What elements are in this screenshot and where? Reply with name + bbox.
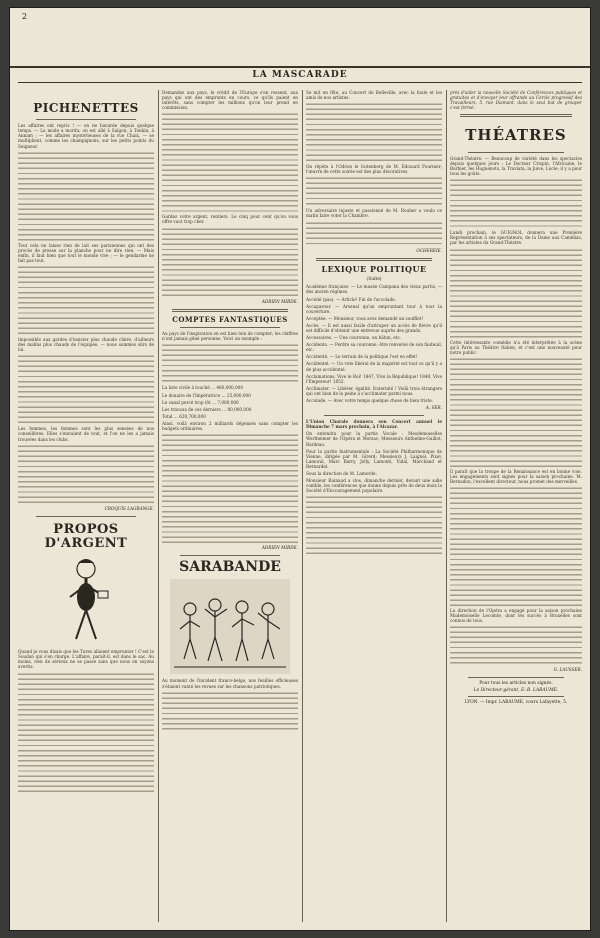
article-paragraph: Lundi prochain, le GUIGNOL donnera une Première Représentation à ses spectateurs, de la Dame aux Camélias, par les artistes du Grand-Théatre. [450, 230, 582, 246]
masthead-title: LA MASCARADE [252, 70, 348, 80]
article-paragraph: Gardez votre argent, rentiers. Le cinq pour cent qu'on vous offre vaut trop cher. [162, 214, 298, 225]
sarabande-illustration [170, 579, 290, 674]
article-paragraph: La direction de l'Opéra a engagé pour la saison prochaine Mademoiselle Lecomte, dont les succès à Bruxelles sont connus de tous. [450, 608, 582, 624]
heading-rule [468, 152, 564, 153]
article-paragraph: On répète à l'Odéon le Gutenberg de M. Édouard Fournier; l'œuvre de cette soirée est des plus décoratives. [306, 164, 442, 175]
lexicon-entry: Accidentel. — Un vote libéral de la majorité est tout ce qu'il y a de plus accidentel. [306, 361, 442, 372]
heading-lexique-politique: LEXIQUE POLITIQUE [321, 263, 427, 274]
caricature-figure [18, 555, 154, 645]
article-paragraph: Les femmes, les femmes sont les plus sensées de nos conseillères. Elles s'ennuient de tout, et l'on ne les a jamais trouvées dans les clubs. [18, 426, 154, 442]
article-paragraph: Un adversaire injuste et passionné de M. Rouher a voulu ce matin faire voter la Chambre. [306, 208, 442, 219]
heading-propos-dargent: PROPOS D'ARGENT [44, 521, 128, 551]
article-paragraph: Demandez aux pays, le crédit de l'Europe s'en ressent, aux pays qui ont des emprunts en cours, ce qu'ils paient en intérêts, sans compter les millions qu'on leur prend en commission. [162, 90, 298, 111]
ledger-row: Total ... 620,700,000 [162, 413, 206, 419]
article-paragraph: Se mit en fête, au Concert de Belleville, avec la foule et les amis de nos artistes. [306, 90, 442, 101]
ledger-row: Le douaire de l'Impératrice ... 25,000,000 [162, 392, 251, 398]
lexicon-entry: Accès. — Il est aussi facile d'attraper un accès de fièvre qu'il est difficile d'obtenir une entrevue auprès des grands. [306, 322, 442, 334]
article-text-block [162, 433, 298, 543]
footer-printer: LYON. — Impr. LABAUME, cours Lafayette, 5. [464, 700, 568, 706]
article-paragraph: Monsieur Rainaud a clos, dimanche dernier, devant une salle comble, les conférences que donne depuis près de deux mois la Société d'Encouragement populaire. [306, 478, 442, 494]
article-text-block [450, 357, 582, 467]
sarabande-figure [162, 579, 298, 674]
article-paragraph: Au pays de l'inspiration on est bien loin de compter; les chiffres n'ont jamais gêné personne. Voici un exemple : [162, 331, 298, 342]
article-text-block [450, 625, 582, 665]
column-1 [18, 90, 154, 922]
ledger-row: Les travaux de ces derniers ... 80,000,000 [162, 406, 252, 412]
article-paragraph: Tout cela ne laisse rien de lait ses parisiennes qui ont des procès de presse sur la planche pour ne dire rien. — Mais enfin, il faut bien que tout le monde vive ; — le gendarme ne fait pas tout. [18, 242, 154, 263]
lexicon-entry: Accidenté. — Le terrain de la politique l'est en effet! [306, 354, 418, 360]
column-divider [158, 90, 159, 922]
signature: ADRIEN MIRDE. [261, 545, 298, 551]
lexicon-list [306, 284, 442, 403]
article-paragraph: On entendra pour la partie Vocale : Mesdemoiselles Wertheimer de l'Opéra et Morsac; Messieurs Anthelme-Guillot, Bardeau. [306, 431, 442, 447]
section-rule [36, 516, 136, 517]
section-rule [468, 696, 564, 697]
subheading-suite: (Suite) [366, 277, 382, 283]
article-paragraph: Cette intéressante comédie n'a été interprétée à la scène qu'à Paris au Théâtre Italien, et c'est une nouveauté pour notre public. [450, 339, 582, 355]
ledger-row: La liste civile à touché ... 480,000,000 [162, 385, 244, 391]
column-divider [302, 90, 303, 922]
lexicon-entry: Acceptée. — Monsieur, vous avez demandé un soufflet! [306, 315, 424, 321]
ledger-row: Le canal percé trop tôt ... 7,000,000 [162, 399, 239, 405]
column-3 [306, 90, 442, 922]
article-paragraph: Impossible aux gardes d'insister plus chaude chère, d'ailleurs des malins plus chauds de l'équipée, — nous sommes sûrs de lui. [18, 337, 154, 353]
article-paragraph: Pour la partie Instrumentale : La Société Philharmonique de Vienne, dirigée par M. Girerd; Messieurs J. Laignel, Pixel, Lamoral, Marc Barry, Jolly, Lamonti, Vidal, Marchand et Bernardel. [306, 448, 442, 469]
footer-note: Pour tous les articles non signés. [479, 681, 553, 687]
heading-pichenettes: PICHENETTES [33, 101, 139, 115]
article-paragraph: Il paraît que la troupe de la Renaissance est en bonne voie. Les engagements sont signés pour la saison prochaine. M. Bernadon, l'excellent directeur, nous promet des merveilles. [450, 468, 582, 484]
article-text-block [450, 178, 582, 228]
section-rule [468, 677, 564, 678]
column-4 [450, 90, 582, 922]
column-2 [162, 90, 298, 922]
heading-theatres: THÉATRES [465, 126, 567, 145]
article-paragraph: Les affaires ont repris ! — on ne bavarde depuis quelque temps. — La mode a mordu; on est allé à Saïgon, à Tonkin, à Annam ; — les affaires mystérieuses de la rue Chaix, — se multiplient, comme les champignons, sur les petits points du Seigneur. [18, 123, 154, 149]
article-text-block [18, 444, 154, 504]
announcement-heading: L'Union Chorale donnera son Concert annuel le Dimanche 7 mars prochain, à l'Alcazar. [306, 419, 442, 430]
caricature-illustration [56, 555, 116, 645]
section-rule [324, 415, 424, 416]
article-text-block [306, 221, 442, 246]
signature: CROQUIS LAGRANGE. [104, 505, 154, 511]
lexicon-entry: Accolade. — Avec votre temps quelque chose de bien triste. [306, 398, 434, 404]
column-divider [446, 90, 447, 922]
lexicon-entry: Acclimater. — Libérer, égalité, fraternité ! Voilà trois étrangers qui ont bien de la peine à s'acclimater parmi nous. [306, 385, 442, 396]
lexicon-entry: Accidents. — Perdre sa couronne, être renversé de son fauteuil, etc. [306, 342, 442, 353]
article-text-block [450, 486, 582, 606]
heading-rule [180, 327, 280, 328]
article-text-block [450, 248, 582, 338]
lexicon-entry: Acclamations. Vive le Roi! 1847, Vive la République! 1848, Vive l'Empereur! 1852. [306, 373, 442, 384]
masthead-rule [18, 82, 582, 83]
article-text-block [18, 354, 154, 424]
article-text-block [18, 151, 154, 241]
signature: G. LAUSSER. [553, 667, 582, 673]
article-text-block [162, 227, 298, 297]
article-paragraph: Grand-Théatre. — Beaucoup de variété dans les spectacles depuis quelques jours : Le Docteur Crispin, l'Africaine, le Barbier, les Huguenots, la Traviata, la Juive, Lucie; il y a pour tous les goûts. [450, 155, 582, 177]
article-text-block [162, 112, 298, 212]
signature: A. SER. [425, 405, 442, 411]
newspaper-page [10, 8, 590, 930]
section-rule [180, 555, 280, 556]
footer-director: Le Directeur-gérant, E.-B. LABAUME. [473, 688, 559, 694]
heading-rule [36, 119, 136, 120]
lexicon-entry: Accapareur. — Arsenal qu'un empruntant tour à tour la couverture. [306, 303, 442, 314]
article-paragraph: Sous la direction de M. Lamorde. [306, 470, 377, 476]
page-number: 2 [22, 12, 28, 21]
lexicon-entry: Accessoires. — Une couronne, un bâton, etc. [306, 335, 402, 341]
article-text-block [18, 672, 154, 792]
signature: ADRIEN MIRDE. [261, 298, 298, 304]
section-rule [172, 309, 288, 312]
ledger-table [162, 385, 298, 418]
signature: OCHEREIE. [416, 247, 442, 253]
heading-sarabande: SARABANDE [179, 559, 281, 576]
section-rule [460, 114, 572, 117]
article-paragraph: Ainsi, voilà environ 2 milliards dépensés sans compter les budgets ordinaires. [162, 420, 298, 431]
article-text-block [18, 265, 154, 335]
article-text-block [306, 176, 442, 206]
article-text-block [306, 495, 442, 555]
lexicon-entry: Académie française. — Le musée Campana des vieux partis, — des ancien régimes. [306, 284, 442, 295]
heading-comptes-fantastiques: COMPTES FANTASTIQUES [172, 314, 288, 324]
article-paragraph: Quand je vous disais que les Tures allaient emprunter ! C'est le Soudan qui s'en charge. L'affaire, paraît-il, est dans le sac. Au moins, rien de sérieux ne se passe sans que nous en soyons avertis. [18, 649, 154, 670]
article-text-block [162, 691, 298, 731]
lexicon-entry: Accédé (pas). — Article! Fin de l'accolade. [306, 296, 396, 302]
article-paragraph: près d'aider la nouvelle Société de Conférences publiques et gratuites et d'envoyer leur offrande au Cercle progressif des Travailleurs, 5, rue Diamant, dans le seul but de grouper c'est fermé. [450, 90, 582, 111]
article-paragraph: Au moment de l'incident franco-belge, nos feuilles officieuses s'étaient vanté les revues sur les chansons patriotiques. [162, 678, 298, 689]
article-text-block [306, 102, 442, 162]
section-rule [316, 258, 432, 261]
masthead [10, 8, 590, 68]
article-text-block [162, 343, 298, 383]
